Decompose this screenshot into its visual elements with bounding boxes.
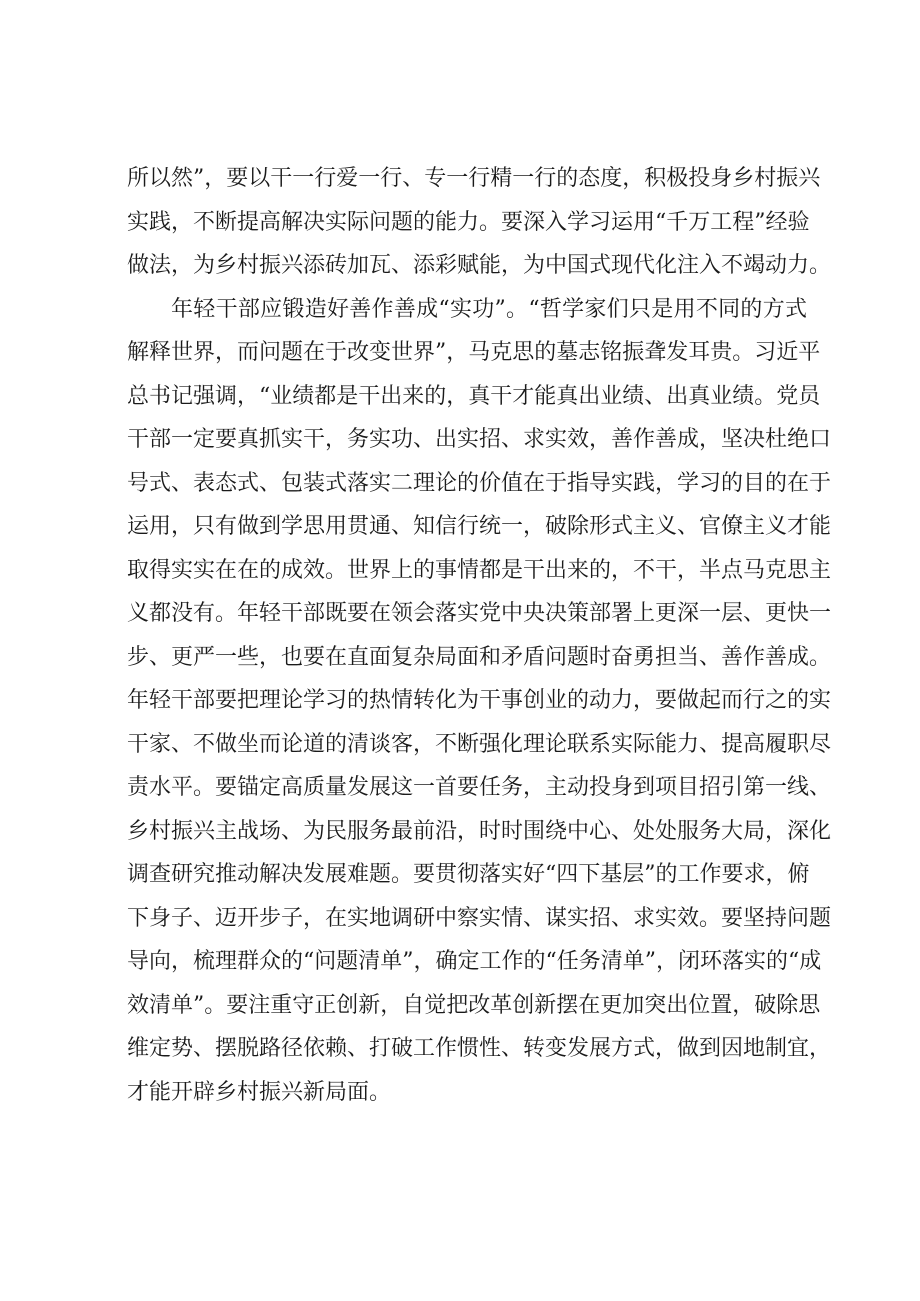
text-line: 年轻干部要把理论学习的热情转化为干事创业的动力，要做起而行之的实 bbox=[127, 688, 832, 713]
text-line: 责水平。要锚定高质量发展这一首要任务，主动投身到项目招引第一线、 bbox=[127, 775, 832, 800]
text-line: 乡村振兴主战场、为民服务最前沿，时时围绕中心、处处服务大局，深化 bbox=[127, 819, 832, 844]
text-line: 调查研究推动解决发展难题。要贯彻落实好“四下基层”的工作要求，俯 bbox=[127, 862, 810, 887]
text-line: 导向，梳理群众的“问题清单”，确定工作的“任务清单”，闭环落实的“成 bbox=[127, 949, 822, 974]
text-line: 才能开辟乡村振兴新局面。 bbox=[127, 1080, 392, 1105]
text-line: 总书记强调，“业绩都是干出来的，真干才能真出业绩、出真业绩。党员 bbox=[127, 384, 821, 409]
text-line: 维定势、摆脱路径依赖、打破工作惯性、转变发展方式，做到因地制宜， bbox=[127, 1036, 832, 1061]
text-line: 步、更严一些，也要在直面复杂局面和矛盾问题时奋勇担当、善作善成。 bbox=[127, 645, 832, 670]
text-line: 下身子、迈开步子，在实地调研中察实情、谋实招、求实效。要坚持问题 bbox=[127, 906, 832, 931]
text-line: 所以然”，要以干一行爱一行、专一行精一行的态度，积极投身乡村振兴 bbox=[127, 166, 821, 191]
text-line: 年轻干部应锻造好善作善成“实功”。“哲学家们只是用不同的方式 bbox=[171, 297, 807, 322]
text-line: 运用，只有做到学思用贯通、知信行统一，破除形式主义、官僚主义才能 bbox=[127, 514, 832, 539]
text-line: 解释世界，而问题在于改变世界”，马克思的墓志铭振聋发耳贵。习近平 bbox=[127, 340, 821, 365]
text-line: 实践，不断提高解决实际问题的能力。要深入学习运用“千万工程”经验 bbox=[127, 210, 810, 235]
text-line: 取得实实在在的成效。世界上的事情都是干出来的，不干，半点马克思主 bbox=[127, 558, 832, 583]
text-line: 号式、表态式、包装式落实二理论的价值在于指导实践，学习的目的在于 bbox=[127, 471, 832, 496]
text-line: 义都没有。年轻干部既要在领会落实党中央决策部署上更深一层、更快一 bbox=[127, 601, 832, 626]
text-line: 效清单”。要注重守正创新，自觉把改革创新摆在更加突出位置，破除思 bbox=[127, 993, 821, 1018]
text-line: 干部一定要真抓实干，务实功、出实招、求实效，善作善成，坚决杜绝口 bbox=[127, 427, 832, 452]
text-line: 做法，为乡村振兴添砖加瓦、添彩赋能，为中国式现代化注入不竭动力。 bbox=[127, 253, 832, 278]
text-line: 干家、不做坐而论道的清谈客，不断强化理论联系实际能力、提高履职尽 bbox=[127, 732, 832, 757]
